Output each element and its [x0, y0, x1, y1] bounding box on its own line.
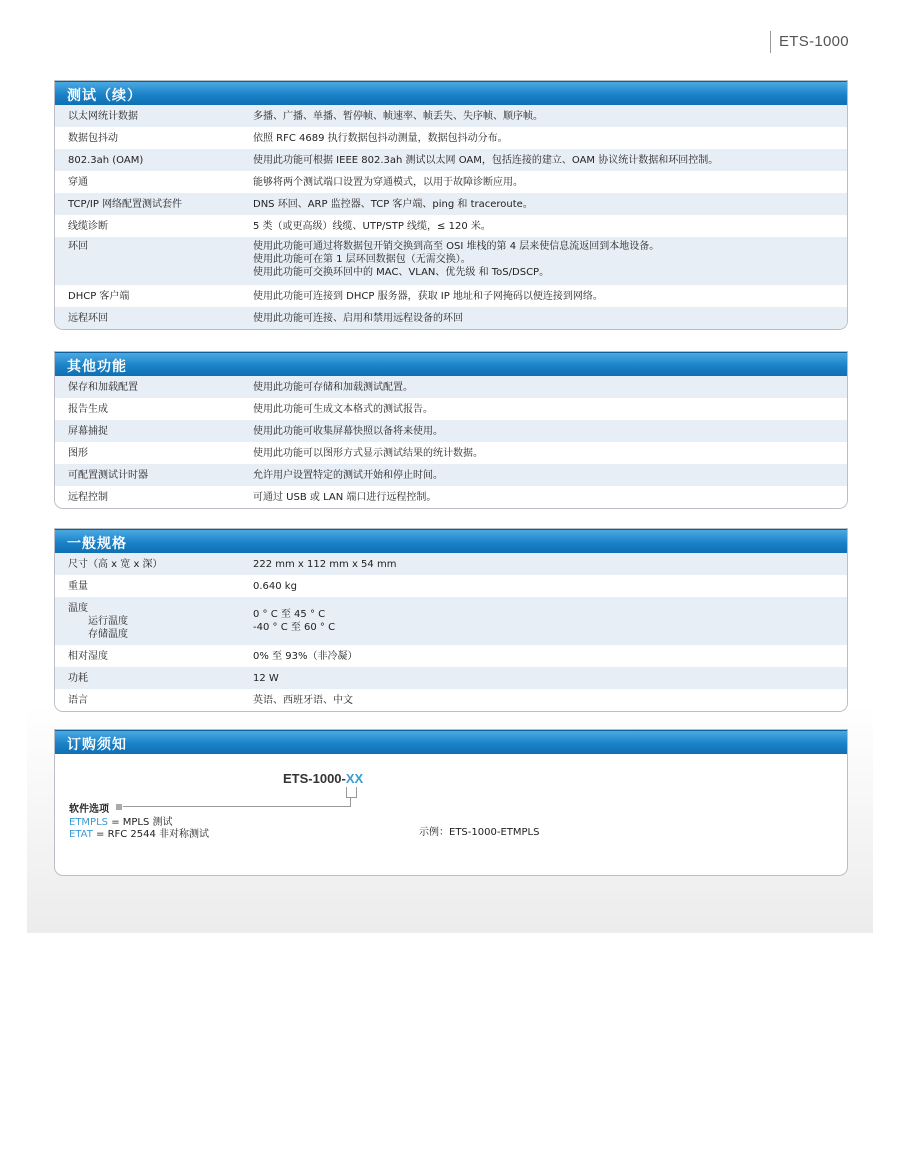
spec-table: [55, 376, 847, 508]
model-number: [283, 771, 363, 786]
table-row: [55, 193, 847, 215]
table-row: [55, 149, 847, 171]
option-code: ETAT: [69, 829, 93, 840]
ordering-body: [55, 754, 847, 875]
spec-key: 可配置测试计时器: [68, 469, 148, 481]
spec-value: 使用此功能可生成文本格式的测试报告。: [253, 403, 433, 415]
section-other-features: [54, 351, 848, 509]
spec-value: 使用此功能可连接到 DHCP 服务器，获取 IP 地址和子网掩码以便连接到网络。: [253, 290, 603, 302]
spec-key: 重量: [68, 580, 88, 592]
spec-key: 环回: [68, 241, 88, 252]
spec-value: 使用此功能可存储和加载测试配置。: [253, 381, 413, 393]
section-ordering-info: [54, 729, 848, 876]
table-row: [55, 237, 847, 285]
table-row: [55, 376, 847, 398]
option-desc: = RFC 2544 非对称测试: [92, 829, 210, 840]
option-code: ETMPLS: [69, 817, 109, 828]
table-row: [55, 285, 847, 307]
table-row: [55, 105, 847, 127]
table-row: [55, 553, 847, 575]
table-row: [55, 597, 847, 645]
table-row: [55, 645, 847, 667]
model-prefix: ETS-1000-: [283, 771, 346, 786]
spec-value: 5 类（或更高级）线缆、UTP/STP 线缆，≤ 120 米。: [253, 220, 491, 232]
example-text: 示例：ETS-1000-ETMPLS: [419, 827, 540, 838]
section-title: 一般规格: [67, 536, 127, 552]
option-line: [69, 825, 209, 840]
spec-key: 图形: [68, 447, 88, 459]
spec-value: 可通过 USB 或 LAN 端口进行远程控制。: [253, 491, 437, 503]
spec-key: 802.3ah (OAM): [68, 154, 144, 166]
spec-key: 以太网统计数据: [68, 110, 138, 122]
spec-value: 英语、西班牙语、中文: [253, 694, 353, 706]
spec-value: 使用此功能可连接、启用和禁用远程设备的环回: [253, 312, 463, 324]
section-title: 测试（续）: [67, 88, 142, 104]
table-row: [55, 398, 847, 420]
table-row: [55, 689, 847, 711]
section-header: [55, 730, 847, 754]
product-title: ETS-1000: [779, 33, 849, 50]
model-suffix: XX: [345, 771, 364, 786]
section-general-specs: [54, 528, 848, 712]
spec-value: 0 ° C 至 45 ° C -40 ° C 至 60 ° C: [253, 609, 336, 633]
table-row: [55, 486, 847, 508]
spec-value: 222 mm x 112 mm x 54 mm: [253, 558, 397, 570]
section-header: [55, 529, 847, 553]
spec-key: 远程环回: [68, 312, 108, 324]
spec-value: 能够将两个测试端口设置为穿通模式，以用于故障诊断应用。: [253, 176, 523, 188]
spec-key: 远程控制: [68, 491, 108, 503]
spec-key: 温度 运行温度 存储温度: [68, 602, 128, 640]
spec-value: DNS 环回、ARP 监控器、TCP 客户端、ping 和 traceroute。: [253, 198, 533, 210]
spec-key: 语言: [68, 694, 88, 706]
spec-key: 相对湿度: [68, 650, 108, 662]
option-desc: = MPLS 测试: [108, 817, 173, 828]
spec-key: TCP/IP 网络配置测试套件: [68, 198, 183, 210]
spec-key: 尺寸（高 x 宽 x 深）: [68, 558, 163, 570]
table-row: [55, 667, 847, 689]
spec-value: 使用此功能可通过将数据包开销交换到高至 OSI 堆栈的第 4 层来使信息流返回到本地设备。 使用此功能可在第 1 层环回数据包（无需交换）。 使用此功能可交换环回中的 MAC、VLAN、优先级 和 ToS/DSCP。: [253, 241, 660, 278]
table-row: [55, 420, 847, 442]
spec-value: 依照 RFC 4689 执行数据包抖动测量，数据包抖动分布。: [253, 132, 508, 144]
spec-value: 使用此功能可根据 IEEE 802.3ah 测试以太网 OAM，包括连接的建立、OAM 协议统计数据和环回控制。: [253, 154, 719, 166]
spec-table: [55, 553, 847, 711]
spec-value: 0% 至 93%（非冷凝）: [253, 650, 358, 662]
square-bullet-icon: [116, 804, 122, 810]
table-row: [55, 215, 847, 237]
connector-line-horizontal: [123, 806, 351, 807]
section-title: 其他功能: [67, 359, 127, 375]
spec-key: 功耗: [68, 672, 88, 684]
header-divider: [770, 31, 771, 53]
spec-value: 使用此功能可以图形方式显示测试结果的统计数据。: [253, 447, 483, 459]
spec-table: [55, 105, 847, 329]
table-row: [55, 575, 847, 597]
section-title: 订购须知: [67, 737, 127, 753]
table-row: [55, 464, 847, 486]
connector-line-vertical: [350, 797, 351, 806]
spec-key: 报告生成: [68, 403, 108, 415]
spec-value: 0.640 kg: [253, 580, 297, 592]
spec-key: 穿通: [68, 176, 88, 188]
spec-value: 12 W: [253, 672, 279, 684]
spec-key: 数据包抖动: [68, 132, 118, 144]
spec-key: 屏幕捕捉: [68, 425, 108, 437]
spec-key: 线缆诊断: [68, 220, 108, 232]
section-header: [55, 352, 847, 376]
section-header: [55, 81, 847, 105]
software-options-label: 软件选项: [69, 804, 109, 815]
spec-value: 允许用户设置特定的测试开始和停止时间。: [253, 469, 443, 481]
section-tests-continued: [54, 80, 848, 330]
spec-key: 保存和加载配置: [68, 381, 138, 393]
spec-value: 多播、广播、单播、暂停帧、帧速率、帧丢失、失序帧、顺序帧。: [253, 110, 543, 122]
spec-key: DHCP 客户端: [68, 290, 130, 302]
table-row: [55, 171, 847, 193]
table-row: [55, 307, 847, 329]
table-row: [55, 442, 847, 464]
spec-value: 使用此功能可收集屏幕快照以备将来使用。: [253, 425, 443, 437]
suffix-bracket: [346, 787, 357, 798]
table-row: [55, 127, 847, 149]
